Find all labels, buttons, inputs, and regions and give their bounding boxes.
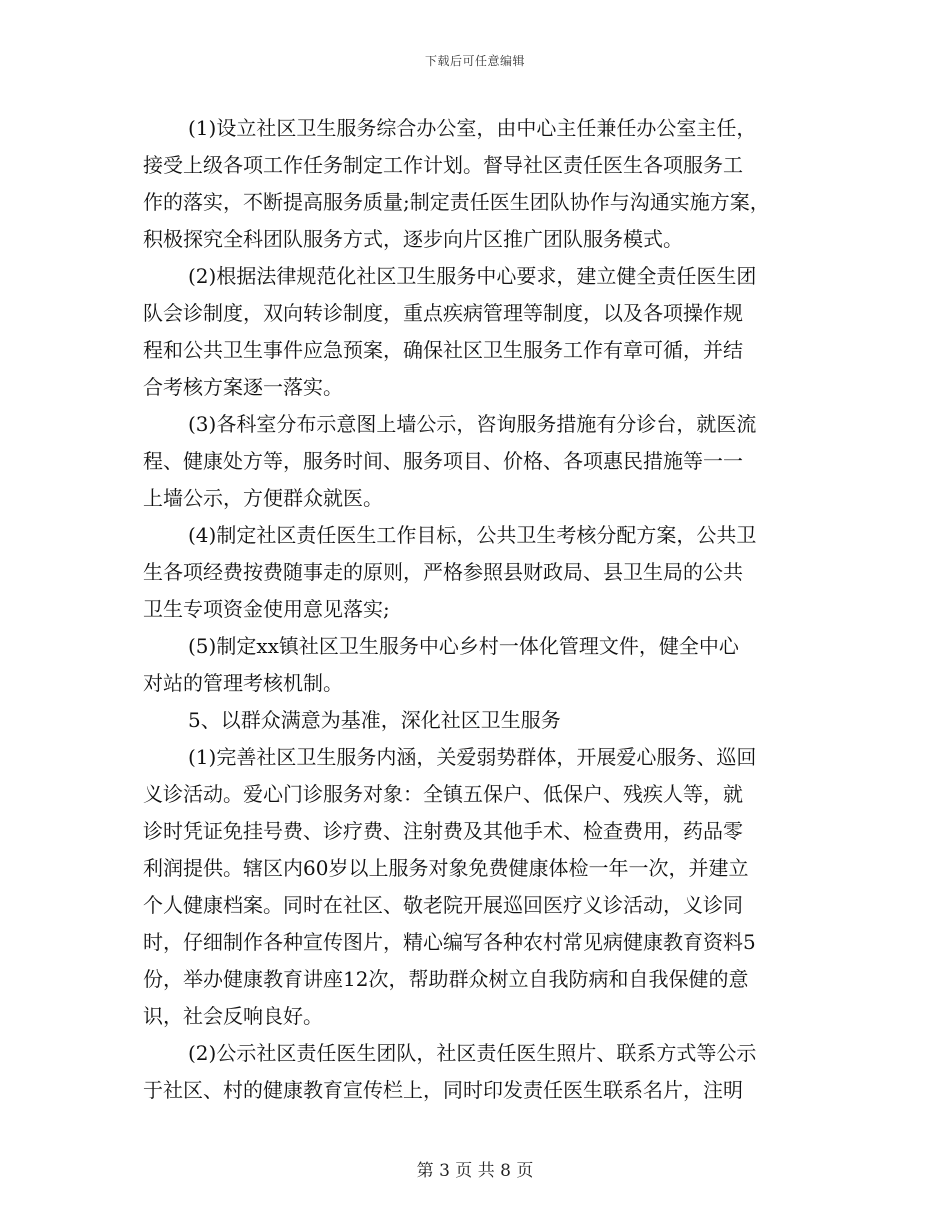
paragraph-line: 于社区、村的健康教育宣传栏上，同时印发责任医生联系名片，注明 [143, 1078, 743, 1102]
paragraph-line: 义诊活动。爱心门诊服务对象：全镇五保户、低保户、残疾人等，就 [143, 782, 743, 806]
paragraph-line: (3)各科室分布示意图上墙公示，咨询服务措施有分诊台，就医流 [188, 412, 757, 436]
page-number: 第 3 页 共 8 页 [416, 1161, 534, 1181]
paragraph-line: 诊时凭证免挂号费、诊疗费、注射费及其他手术、检查费用，药品零 [143, 819, 743, 843]
paragraph-line: 个人健康档案。同时在社区、敬老院开展巡回医疗义诊活动，义诊同 [143, 893, 743, 917]
paragraph-line: 对站的管理考核机制。 [143, 671, 343, 695]
paragraph-line: 时，仔细制作各种宣传图片，精心编写各种农村常见病健康教育资料5 [143, 930, 756, 954]
paragraph-line: 份，举办健康教育讲座12次，帮助群众树立自我防病和自我保健的意 [143, 967, 749, 991]
paragraph-line: (1)设立社区卫生服务综合办公室，由中心主任兼任办公室主任， [188, 116, 757, 140]
paragraph-line: 作的落实，不断提高服务质量;制定责任医生团队协作与沟通实施方案， [143, 190, 770, 214]
paragraph-line: 队会诊制度，双向转诊制度，重点疾病管理等制度，以及各项操作规 [143, 301, 743, 325]
paragraph-line: (2)根据法律规范化社区卫生服务中心要求，建立健全责任医生团 [188, 264, 757, 288]
paragraph-line: (4)制定社区责任医生工作目标，公共卫生考核分配方案，公共卫 [188, 523, 757, 547]
paragraph-line: (2)公示社区责任医生团队，社区责任医生照片、联系方式等公示 [188, 1041, 757, 1065]
paragraph-line: 识，社会反响良好。 [143, 1004, 323, 1028]
paragraph-line: 生各项经费按费随事走的原则，严格参照县财政局、县卫生局的公共 [143, 560, 743, 584]
paragraph-line: 上墙公示，方便群众就医。 [143, 486, 383, 510]
paragraph-line: 积极探究全科团队服务方式，逐步向片区推广团队服务模式。 [143, 227, 683, 251]
paragraph-line: 卫生专项资金使用意见落实; [143, 597, 390, 621]
page-header: 下载后可任意编辑 [424, 54, 525, 68]
paragraph-line: 接受上级各项工作任务制定工作计划。督导社区责任医生各项服务工 [143, 153, 743, 177]
paragraph-line: (1)完善社区卫生服务内涵，关爱弱势群体，开展爱心服务、巡回 [188, 745, 757, 769]
paragraph-line: 合考核方案逐一落实。 [143, 375, 343, 399]
section-heading: 5、以群众满意为基准，深化社区卫生服务 [188, 708, 561, 732]
paragraph-line: 利润提供。辖区内60岁以上服务对象免费健康体检一年一次，并建立 [143, 856, 749, 880]
paragraph-line: (5)制定xx镇社区卫生服务中心乡村一体化管理文件，健全中心 [188, 634, 739, 658]
paragraph-line: 程和公共卫生事件应急预案，确保社区卫生服务工作有章可循，并结 [143, 338, 743, 362]
paragraph-line: 程、健康处方等，服务时间、服务项目、价格、各项惠民措施等一一 [143, 449, 743, 473]
